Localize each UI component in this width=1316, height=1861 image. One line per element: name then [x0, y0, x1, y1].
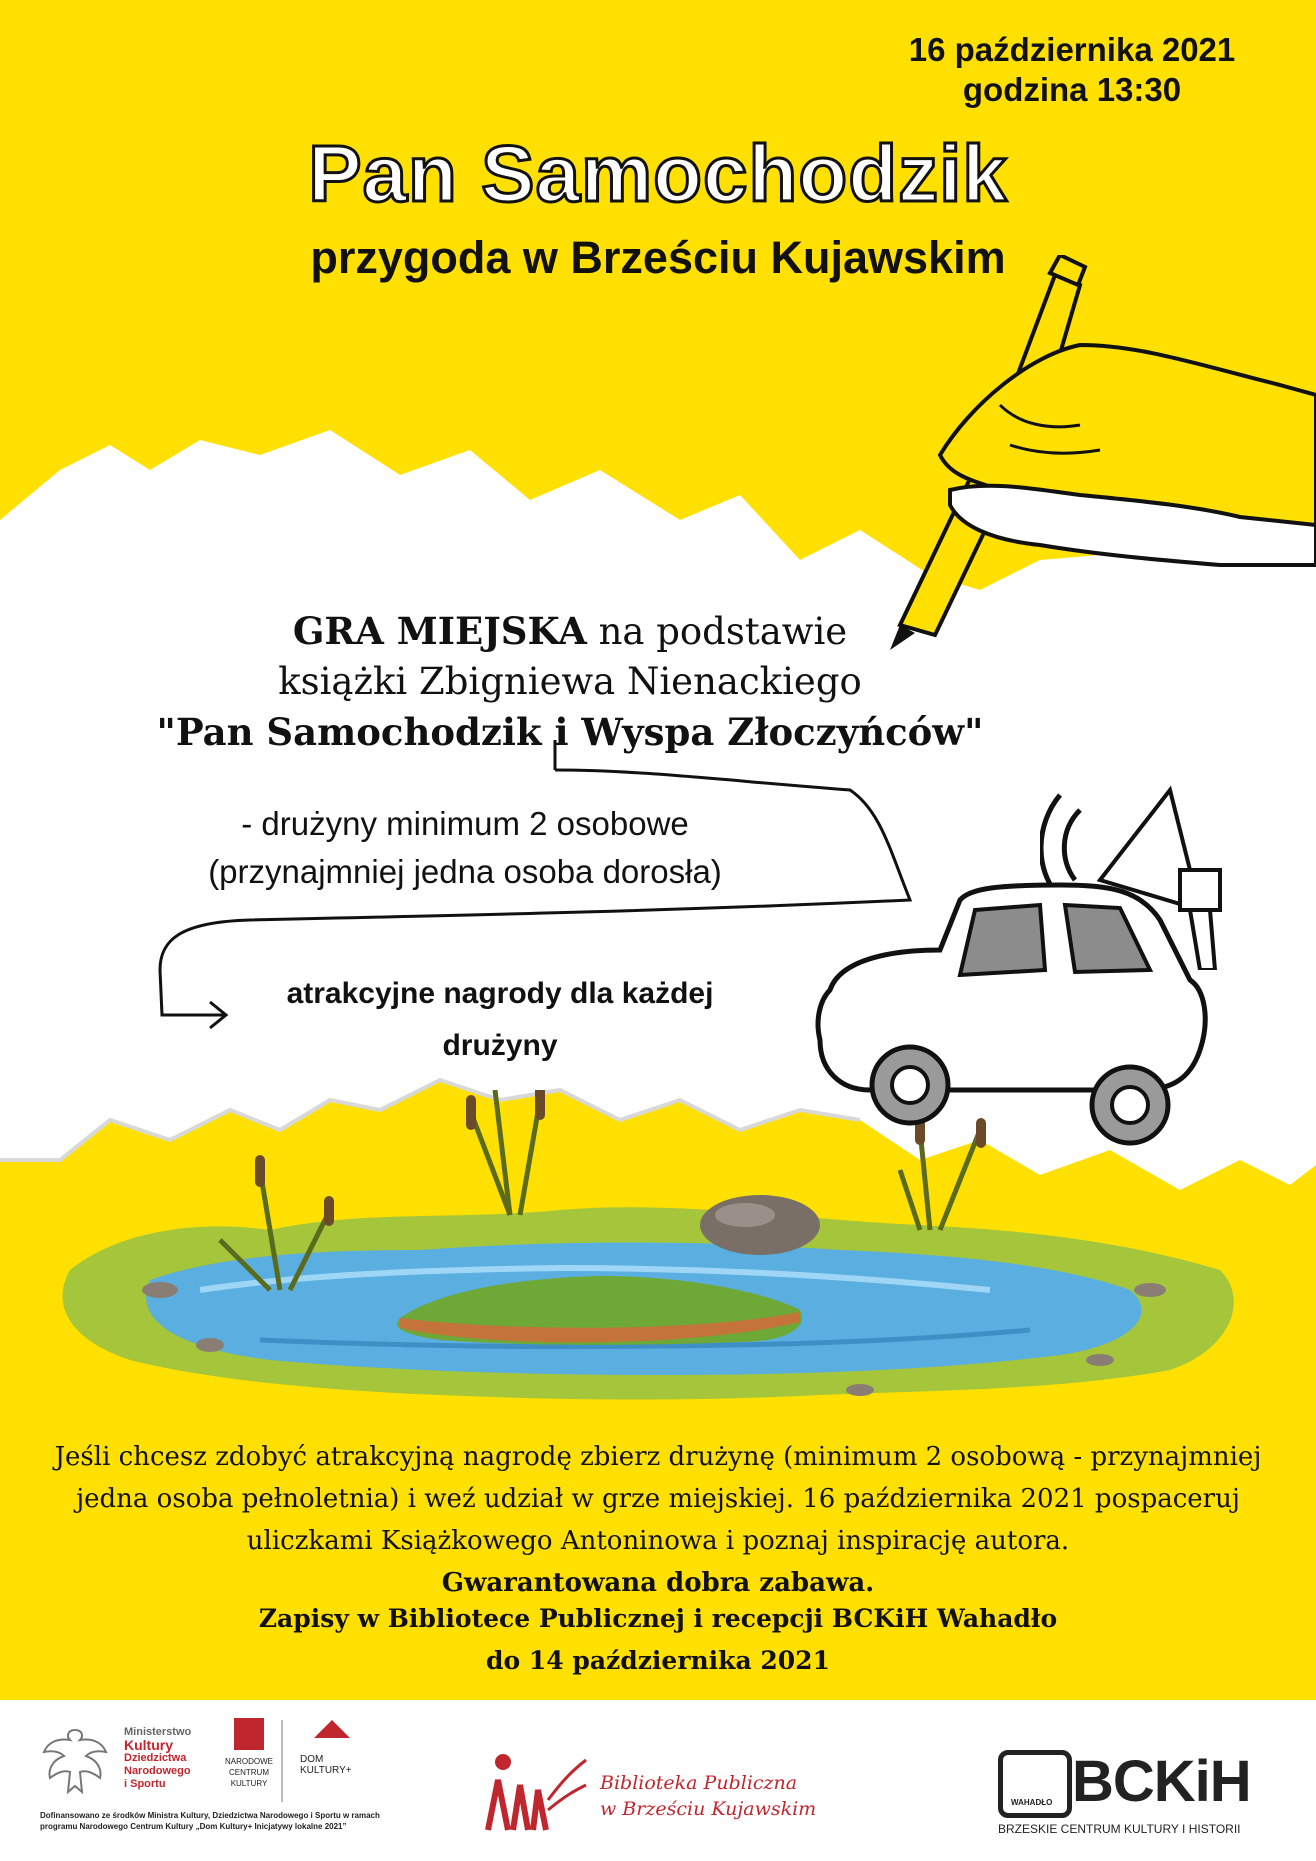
time-line: godzina 13:30 [962, 71, 1182, 108]
info-line1: Jeśli chcesz zdobyć atrakcyjną nagrodę zbierz drużynę (minimum 2 osobową - przynajmniej [54, 1442, 1262, 1472]
game-description [70, 606, 1070, 757]
dom-kultury-logo: DOM KULTURY+ [300, 1754, 352, 1776]
game-line2: książki Zbigniewa Nienackiego [278, 660, 862, 703]
page-subtitle: przygoda w Brześciu Kujawskim [310, 232, 1006, 283]
prizes-line2: drużyny [442, 1029, 558, 1062]
ministry-logo: Ministerstwo Kultury Dziedzictwa Narodowego i Sportu [124, 1726, 192, 1790]
footer-logos [0, 1700, 1316, 1861]
signup-line1: Zapisy w Bibliotece Publicznej i recepcji BCKiH Wahadło [258, 1604, 1058, 1633]
prizes-line1: atrakcyjne nagrody dla każdej [286, 977, 714, 1010]
teams-bubble [140, 800, 790, 896]
nck-logo: NARODOWE CENTRUM KULTURY [225, 1757, 273, 1788]
info-line2: jedna osoba pełnoletnia) i weź udział w grze miejskiej. 16 października 2021 pospaceruj [76, 1484, 1240, 1514]
bckih-logo-text: BCKiH [1072, 1749, 1251, 1814]
page-title: Pan Samochodzik [308, 129, 1008, 218]
nck-logo-icon [234, 1718, 264, 1750]
bckih-full-name: BRZESKIE CENTRUM KULTURY I HISTORII [998, 1822, 1241, 1836]
info-line4: Gwarantowana dobra zabawa. [441, 1568, 875, 1598]
divider [281, 1720, 283, 1802]
hand-with-pen-illustration [880, 255, 1316, 655]
library-logo-text: Biblioteka Publiczna w Brześciu Kujawskim [600, 1772, 817, 1820]
signup-info [50, 1598, 1266, 1682]
prizes-text [230, 968, 770, 1072]
funding-note: Dofinansowano ze środków Ministra Kultury, Dziedzictwa Narodowego i Sportu w ramach programu Narodowego Centrum Kultury „Dom Kultury+ Inicjatywy lokalne 2021” [40, 1811, 380, 1831]
signup-line2: do 14 października 2021 [486, 1646, 830, 1675]
info-paragraph [50, 1436, 1266, 1604]
library-logo-icon [478, 1740, 588, 1840]
eagle-emblem-icon [40, 1722, 110, 1802]
date-line: 16 października 2021 [908, 31, 1236, 68]
info-line3: uliczkami Książkowego Antoninowa i poznaj inspirację autora. [246, 1526, 1070, 1556]
house-icon [314, 1720, 350, 1738]
game-line1-rest: na podstawie [586, 610, 848, 653]
teams-line2: (przynajmniej jedna osoba dorosła) [208, 853, 722, 890]
bckih-logo-icon: WAHADŁO [998, 1750, 1072, 1818]
game-line3: "Pan Samochodzik i Wyspa Złoczyńców" [156, 710, 984, 754]
teams-line1: - drużyny minimum 2 osobowe [241, 805, 689, 842]
game-bold-prefix: GRA MIEJSKA [292, 609, 587, 653]
event-date [862, 30, 1282, 110]
